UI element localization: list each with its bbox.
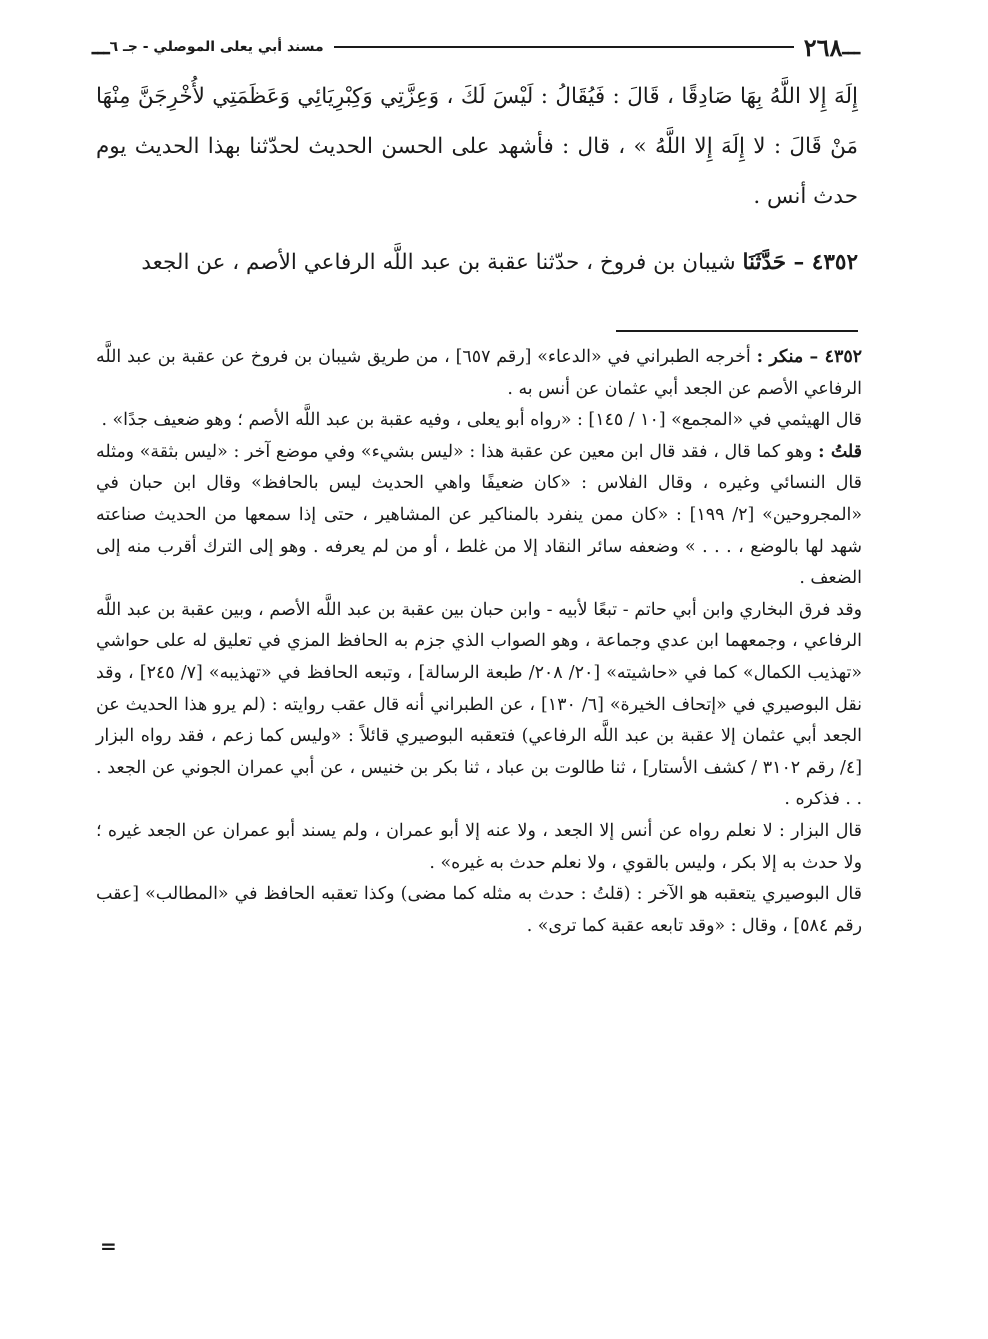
main-text: [96, 72, 858, 288]
continuation-mark: =: [100, 1234, 117, 1258]
header-rule: [334, 46, 794, 48]
footnote-text: قال البزار : لا نعلم رواه عن أنس إلا الجعد ، ولا عنه إلا أبو عمران ، ولم يسند أبو عمران عن الجعد غيره ؛ ولا حدث به إلا بكر ، وليس بالقوي ، ولا نعلم حدث به غيره» .: [96, 820, 862, 873]
main-paragraph: [96, 72, 858, 222]
footnote-paragraph: [96, 342, 862, 405]
header-dash: ـــ: [842, 35, 860, 59]
footnote-text: وقد فرق البخاري وابن أبي حاتم - تبعًا لأبيه - وابن حبان بين عقبة بن عبد اللَّه الأصم ، وبين عقبة بن عبد اللَّه الرفاعي ، وجمعهما ابن عدي وجماعة ، وهو الصواب الذي جزم به الحافظ المزي في تعليق له على حواشي «تهذيب الكمال» كما في «حاشيته» [٢٠/ ٢٠٨/ طبعة الرسالة] ، وتبعه الحافظ في «تهذيبه» [٧/ ٢٤٥] ، وقد نقل البوصيري في «إتحاف الخيرة» [٦/ ١٣٠] ، عن الطبراني أنه قال عقب روايته : (لم يرو هذا الحديث عن الجعد أبي عثمان إلا عقبة بن عبد اللَّه الرفاعي) فتعقبه البوصيري قائلاً : «وليس كما زعم ، فقد رواه البزار [٤/ رقم ٣١٠٢ / كشف الأستار] ، ثنا طالوت بن عباد ، ثنا بكر بن خنيس ، عن أبي عمران الجوني عن الجعد . . . فذكره .: [96, 599, 862, 810]
page-number: ٢٦٨: [803, 32, 843, 62]
main-paragraph-text: إِلَهَ إِلا اللَّهُ بِهَا صَادِقًا ، قَالَ : فَيُقَالُ : لَيْسَ لَكَ ، وَعِزَّتِي وَكِبْرِيَائِي وَعَظَمَتِي لأُخْرِجَنَّ مِنْهَا مَنْ قَالَ : لا إِلَهَ إِلا اللَّهُ » ، قال : فأشهد على الحسن الحديث لحدّثنا بهذا الحديث يوم حدث أنس .: [96, 84, 858, 209]
page-header: [92, 30, 860, 64]
footnote-text: قال البوصيري يتعقبه هو الآخر : (قلتُ : حدث به مثله كما مضى) وكذا تعقبه الحافظ في «المطالب» [عقب رقم ٥٨٤] ، وقال : «وقد تابعه عقبة كما ترى» .: [96, 884, 862, 936]
footnote-paragraph: [96, 437, 862, 595]
hadith-text: شيبان بن فروخ ، حدّثنا عقبة بن عبد اللَّه الرفاعي الأصم ، عن الجعد: [141, 250, 736, 275]
footnote-text: أخرجه الطبراني في «الدعاء» [رقم ٦٥٧] ، من طريق شيبان بن فروخ عن عقبة بن عبد اللَّه الرفاعي الأصم عن الجعد أبي عثمان عن أنس به .: [96, 347, 862, 399]
hadith-paragraph: [96, 238, 858, 288]
footnote-paragraph: [96, 816, 862, 879]
footnote-separator: [616, 330, 858, 332]
running-title: مسند أبي يعلى الموصلي - جـ ٦: [109, 39, 324, 55]
footnote-paragraph: [96, 405, 862, 437]
hadith-number: ٤٣٥٢ – حَدَّثَنَا: [742, 250, 858, 275]
footnote-text: وهو كما قال ، فقد قال ابن معين عن عقبة هذا : «ليس بشيء» وفي موضع آخر : «ليس بثقة» ومثله قال النسائي وغيره ، وقال الفلاس : «كان ضعيفًا واهي الحديث ليس بالحافظ» وقال ابن حبان في «المجروحين» [٢/ ١٩٩] : «كان ممن ينفرد بالمناكير عن المشاهير ، حتى إذا سمعها من الحديث صناعته شهد لها بالوضع ، . . . » وضعفه سائر النقاد إلا من غلط ، أو من لم يعرفه . وهو إلى الترك أقرب منه إلى الضعف .: [96, 441, 863, 589]
footnote-paragraph: [96, 879, 862, 942]
qultu-label: قلتُ :: [818, 441, 862, 462]
footnote-paragraph: [96, 595, 862, 816]
footnotes: [96, 342, 862, 942]
footnote-number: ٤٣٥٢ – منكر :: [756, 347, 863, 367]
header-dash: ـــ: [92, 35, 110, 59]
footnote-text: قال الهيثمي في «المجمع» [١٠ / ١٤٥] : «رواه أبو يعلى ، وفيه عقبة بن عبد اللَّه الأصم ؛ وهو ضعيف جدًا» .: [101, 410, 862, 431]
